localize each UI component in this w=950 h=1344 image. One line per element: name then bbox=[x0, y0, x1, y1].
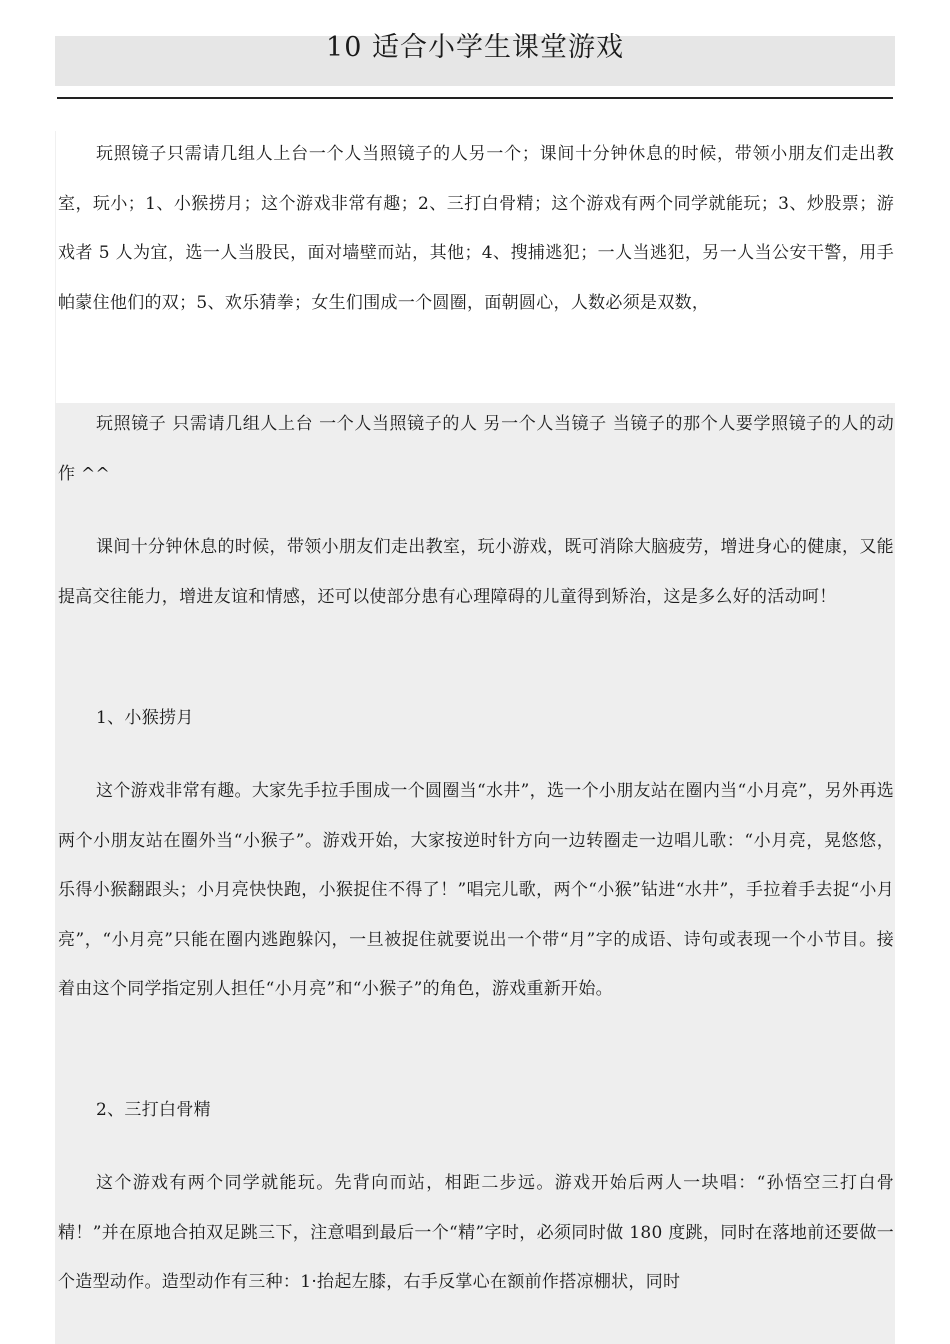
paragraph-mirror-game: 玩照镜子 只需请几组人上台 一个人当照镜子的人 另一个人当镜子 当镜子的那个人要学照镜子的人的动作 ^^ bbox=[58, 414, 894, 484]
header-divider bbox=[57, 97, 893, 99]
section-heading-2: 2、三打白骨精 bbox=[96, 1100, 211, 1120]
summary-paragraph: 玩照镜子只需请几组人上台一个人当照镜子的人另一个；课间十分钟休息的时候，带领小朋友们走出教室，玩小；1、小猴捞月；这个游戏非常有趣；2、三打白骨精；这个游戏有两个同学就能玩；3、炒股票；游戏者 5 人为宜，选一人当股民，面对墙壁而站，其他；4、搜捕逃犯；一人当逃犯，另一人当公安干警，用手帕蒙住他们的双；5、欢乐猜拳；女生们围成一个圆圈，面朝圆心，人数必须是双数， bbox=[58, 144, 894, 313]
paragraph-game-1: 这个游戏非常有趣。大家先手拉手围成一个圆圈当“水井”，选一个小朋友站在圈内当“小月亮”，另外再选两个小朋友站在圈外当“小猴子”。游戏开始，大家按逆时针方向一边转圈走一边唱儿歌：“小月亮，晃悠悠，乐得小猴翻跟头；小月亮快快跑，小猴捉住不得了！”唱完儿歌，两个“小猴”钻进“水井”，手拉着手去捉“小月亮”，“小月亮”只能在圈内逃跑躲闪，一旦被捉住就要说出一个带“月”字的成语、诗句或表现一个小节目。接着由这个同学指定别人担任“小月亮”和“小猴子”的角色，游戏重新开始。 bbox=[58, 781, 894, 999]
paragraph-game-2: 这个游戏有两个同学就能玩。先背向而站，相距二步远。游戏开始后两人一块唱：“孙悟空三打白骨精！”并在原地合拍双足跳三下，注意唱到最后一个“精”字时，必须同时做 180 度跳，同时在落地前还要做一个造型动作。造型动作有三种：1·抬起左膝，右手反掌心在额前作搭凉棚状，同时 bbox=[58, 1173, 894, 1292]
document-title: 10 适合小学生课堂游戏 bbox=[326, 32, 624, 63]
paragraph-intro: 课间十分钟休息的时候，带领小朋友们走出教室，玩小游戏，既可消除大脑疲劳，增进身心的健康，又能提高交往能力，增进友谊和情感，还可以使部分患有心理障碍的儿童得到矫治，这是多么好的活动呵！ bbox=[58, 537, 894, 607]
section-heading-1: 1、小猴捞月 bbox=[96, 708, 194, 728]
